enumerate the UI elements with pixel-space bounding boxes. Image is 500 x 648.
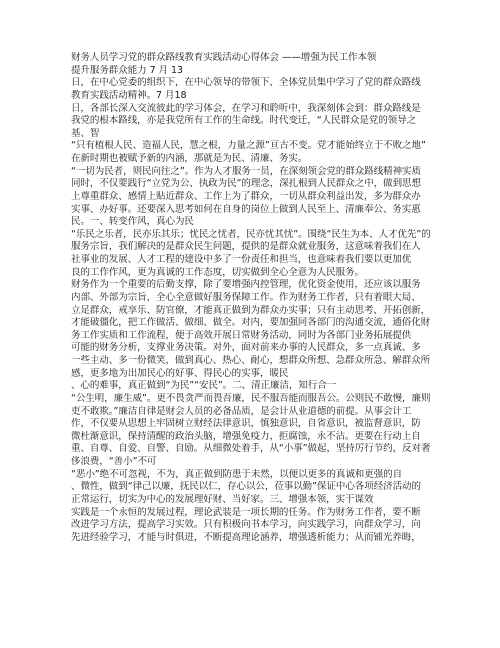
document-subtitle: 提升服务群众能力 7 月 13 — [71, 64, 183, 76]
text-line: 感，更多地为出加民心的好事、得民心的实事，暖民 — [71, 367, 289, 379]
text-line: “一切为民者，则民向往之”。作为人才服务一员，在深刻领会党的群众路线精神实质 — [71, 165, 421, 177]
text-line: 实事、办好事。还要深入思考如何在自身的岗位上做到人民至上、清廉奉公、务实惠 — [71, 203, 421, 215]
text-line: 务工作实质和工作流程，便于高效开展日常财务活动，同时为各部门业务拓展提供 — [71, 329, 412, 341]
text-line: 吏不敢欺。”廉洁自律是财会人员的必备品质，是会计从业道德的前提。从事会计工 — [71, 405, 412, 417]
text-line: 、微性，做到“律己以廉，抚民以仁，存心以公，莅事以勤”保证中心各项经济活动的 — [71, 481, 421, 493]
text-line: 基、智 — [71, 127, 100, 139]
text-line: 我党的根本路线，亦是我党所有工作的生命线。时代变迁，“人民群众是党的领导之 — [71, 115, 417, 127]
text-line: 实践是一个永恒的发展过程，理论武装是一项长期的任务。作为财务工作者，要不断 — [71, 506, 421, 518]
text-line: 财务作为一个重要的后勤支撑，除了要增强内控管理，优化资金使用，还应该以服务 — [71, 279, 421, 291]
text-line: 先进经验学习，才能与时俱进，不断提高理论涵养，增强透析能力；从而铺光养晦， — [71, 531, 421, 543]
section-heading: 、心的难事，真正做到“为民”“安民”。二、清正廉洁，知行合一 — [71, 380, 337, 392]
document-body — [71, 52, 433, 544]
text-line: 才能破僵化，把工作做活、做细、做全。对内，要加强同各部门的沟通交流，通俗化财 — [71, 317, 431, 329]
text-line: 作，不仅要从思想上牢固树立财经法律意识，慎独意识，自省意识，被监督意识，防 — [71, 418, 421, 430]
text-line: 立足群众，戒享乐、防官僚，才能真正做到为群众办实事；只有主动思考、开拓创新， — [71, 304, 431, 316]
text-line: 改进学习方法，提高学习实效。只有积极向书本学习，向实践学习，向群众学习，向 — [71, 519, 421, 531]
text-line: 可能的财务分析，支撑业务决策。对外，面对前来办事的人民群众，多一点真诚、多 — [71, 342, 421, 354]
text-line: 服务宗旨，我们解决的是群众民生问题，提供的是群众就业服务，这意味着我们在人 — [71, 241, 421, 253]
text-line: 侈浪费，“善小”不可 — [71, 456, 157, 467]
text-line: 良的工作作风，更为真诚的工作态度，切实做到全心全意为人民服务。 — [71, 266, 364, 278]
text-line: “只有植根人民、造福人民，慧之根，力量之源”亘古不变。党才能始终立于不败之地” — [71, 140, 426, 152]
text-line: 一些主动、多一份微笑，做到真心、热心、耐心，想群众所想、急群众所急、解群众所 — [71, 355, 431, 366]
text-line: 日，各部长深入交流彼此的学习体会，在学习和聆听中，我深刻体会到：群众路线是 — [71, 102, 421, 114]
text-line: “公生明，廉生威”。更不畏贪严而畏吾廉，民不服吾能而服吾公。公则民不敢慢，廉则 — [71, 392, 431, 404]
text-line: 内部、外部为宗旨，全心全意做好服务保障工作。作为财务工作者，只有着眼大局、 — [71, 291, 421, 303]
section-heading: 正常运行，切实为中心的发展理好财、当好家。三、增强本领，实干谋效 — [71, 493, 374, 505]
section-heading: 民。一、转变作风，真心为民 — [71, 216, 194, 228]
document-title: 财务人员学习党的群众路线教育实践活动心得体会 ——增强为民工作本领 — [71, 52, 377, 63]
text-line: 重、自尊、自爱、自警、自励。从细微处着手，从“小事”做起，坚持厉行节约，反对奢 — [71, 443, 431, 455]
text-line: “乐民之乐者，民亦乐其乐；忧民之忧者，民亦忧其忧”。围绕“民生为本、人才优先”的 — [71, 228, 431, 240]
text-line: 日，在中心党委的组织下，在中心领导的带领下，全体党员集中学习了党的群众路线 — [71, 77, 421, 89]
text-line: 上尊重群众、感情上贴近群众、工作上为了群众，一切从群众利益出发，多为群众办 — [71, 190, 421, 202]
text-line: “恶小”绝不可忽视，不为，真正做到防患于未然，以便以更多的真诚和更强的自 — [71, 468, 403, 480]
text-line: 社事业的发展、人才工程的建设中多了一份责任和担当，也意味着我们要以更加优 — [71, 254, 412, 265]
text-line: 在新时期也被赋予新的内涵，那就是为民、清廉、务实。 — [71, 153, 308, 164]
text-line: 同时，不仅要践行“立党为公、执政为民”的理念，深扎根到人民群众之中，做到思想 — [71, 178, 421, 190]
text-line: 教育实践活动精神。7 月18 — [71, 89, 187, 101]
text-line: 微杜渐意识，保持清醒的政治头脑，增强免疫力，拒腐蚀，永不沾。更要在行动上自 — [71, 430, 421, 442]
